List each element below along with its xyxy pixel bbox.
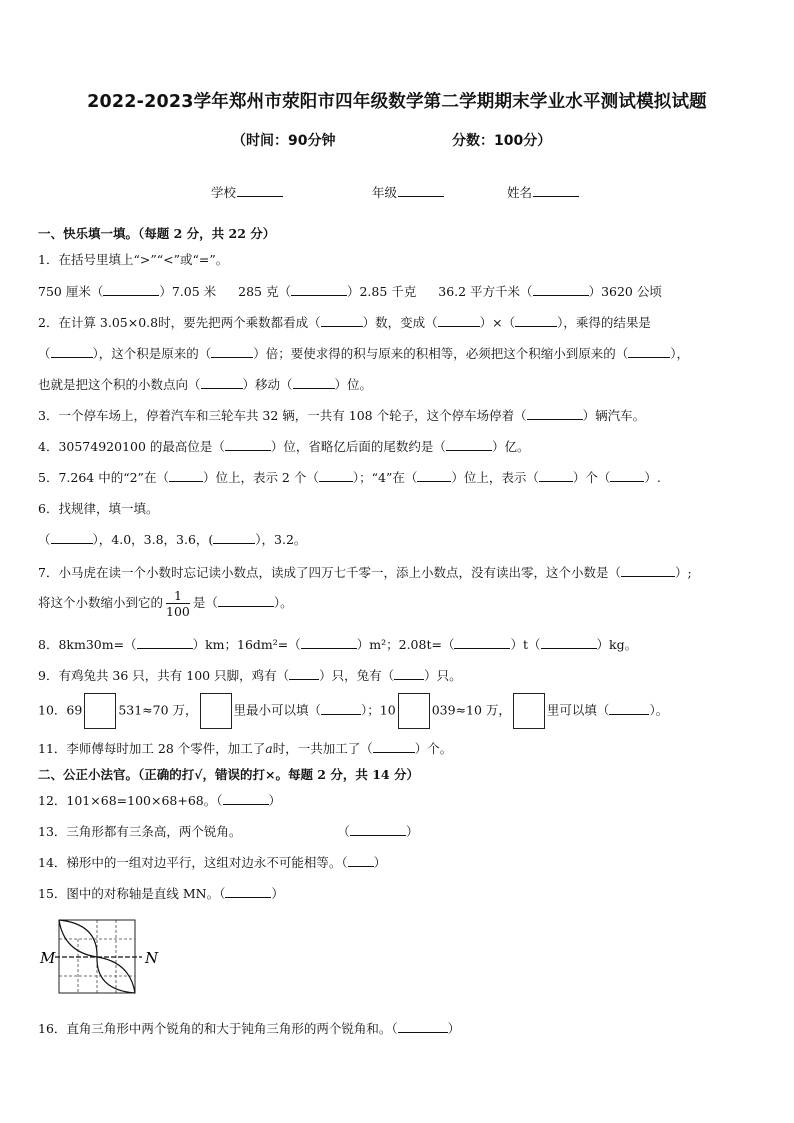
q2-line1 bbox=[38, 313, 651, 331]
q10-text: 531≈70 万， bbox=[118, 702, 198, 718]
answer-blank[interactable] bbox=[348, 854, 374, 867]
symmetry-figure bbox=[38, 912, 162, 1008]
q16-text: 16．直角三角形中两个锐角的和大于钝角三角形的两个锐角和。（ bbox=[38, 1021, 398, 1036]
answer-blank[interactable] bbox=[225, 885, 271, 898]
fraction-numerator: 1 bbox=[166, 588, 190, 604]
q11-text: 11．李师傅每时加工 28 个零件，加工了 bbox=[38, 741, 266, 756]
q4 bbox=[38, 437, 529, 455]
answer-blank[interactable] bbox=[394, 667, 424, 680]
q2-text: ）倍；要使求得的积与原来的积相等，必须把这个积缩小到原来的（ bbox=[253, 346, 629, 361]
digit-box[interactable] bbox=[84, 693, 116, 729]
q4-text: 4．30574920100 的最高位是（ bbox=[38, 439, 225, 454]
answer-blank[interactable] bbox=[137, 636, 193, 649]
answer-blank[interactable] bbox=[398, 1020, 448, 1033]
q10-text: ）；10 bbox=[361, 702, 396, 718]
answer-blank[interactable] bbox=[201, 376, 243, 389]
answer-blank[interactable] bbox=[51, 531, 93, 544]
q10-text: 039≈10 万， bbox=[431, 702, 511, 718]
q4-text: ）亿。 bbox=[491, 439, 530, 454]
q1-a-right: ）7.05 米 bbox=[159, 284, 217, 299]
answer-blank[interactable] bbox=[213, 531, 255, 544]
grade-label: 年级 bbox=[372, 185, 398, 200]
q11 bbox=[38, 739, 452, 757]
q12 bbox=[38, 791, 281, 809]
digit-box[interactable] bbox=[398, 693, 430, 729]
q10-text: 10．69 bbox=[38, 702, 83, 718]
answer-blank[interactable] bbox=[454, 636, 510, 649]
q2-text: （ bbox=[38, 346, 51, 361]
q6 bbox=[38, 530, 306, 548]
q9 bbox=[38, 666, 462, 684]
q2-text: ）位。 bbox=[334, 377, 373, 392]
answer-blank[interactable] bbox=[169, 469, 203, 482]
q8-text: ）km；16dm²=（ bbox=[192, 637, 301, 652]
q7-line2 bbox=[38, 588, 293, 619]
q7-text: ）; bbox=[674, 565, 692, 580]
answer-blank[interactable] bbox=[446, 438, 492, 451]
q1-b-right: ）2.85 千克 bbox=[346, 284, 417, 299]
q3-text: ）辆汽车。 bbox=[582, 408, 646, 423]
q1-stem: 1．在括号里填上“>”“<”或“=”。 bbox=[38, 252, 229, 267]
answer-blank[interactable] bbox=[319, 469, 353, 482]
answer-blank[interactable] bbox=[621, 564, 675, 577]
q12-text: ） bbox=[268, 793, 282, 808]
q15-text: ） bbox=[271, 886, 284, 901]
q2-text: ）， bbox=[670, 346, 690, 361]
q13-text: 13．三角形都有三条高，两个锐角。 bbox=[38, 824, 242, 839]
q10-text: 里可以填（ bbox=[546, 702, 610, 718]
q9-text: 9．有鸡兔共 36 只，共有 100 只脚，鸡有（ bbox=[38, 668, 290, 683]
answer-blank[interactable] bbox=[541, 636, 597, 649]
q2-text: ），这个积是原来的（ bbox=[92, 346, 212, 361]
time-label: （时间：90分钟 bbox=[232, 133, 336, 149]
answer-blank[interactable] bbox=[289, 667, 319, 680]
q8 bbox=[38, 635, 637, 653]
school-label: 学校 bbox=[211, 185, 237, 200]
q8-text: 8．8km30m=（ bbox=[38, 637, 137, 652]
q1-c-right: ）3620 公顷 bbox=[588, 284, 662, 299]
variable-a: a bbox=[265, 741, 273, 756]
q6-stem: 6．找规律，填一填。 bbox=[38, 501, 159, 516]
answer-blank[interactable] bbox=[609, 702, 649, 715]
q2-text: ）数，变成（ bbox=[362, 315, 438, 330]
answer-blank[interactable] bbox=[103, 283, 159, 296]
q6-text: ），4.0，3.8，3.6，( bbox=[92, 532, 214, 547]
q5-text: ）个（ bbox=[572, 470, 611, 485]
answer-blank[interactable] bbox=[417, 469, 451, 482]
q1-c-left: 36.2 平方千米（ bbox=[438, 284, 533, 299]
answer-blank[interactable] bbox=[350, 823, 406, 836]
q10-text: ）。 bbox=[649, 702, 669, 718]
q2-line2 bbox=[38, 344, 689, 362]
q11-text: 时，一共加工了（ bbox=[272, 741, 373, 756]
q9-text: ）只。 bbox=[424, 668, 462, 683]
q5-text: ）. bbox=[644, 470, 661, 485]
q2-text: 也就是把这个积的小数点向（ bbox=[38, 377, 201, 392]
answer-blank[interactable] bbox=[438, 314, 480, 327]
answer-blank[interactable] bbox=[610, 469, 644, 482]
answer-blank[interactable] bbox=[291, 283, 347, 296]
answer-blank[interactable] bbox=[321, 314, 363, 327]
q9-text: ）只，兔有（ bbox=[319, 668, 395, 683]
q8-text: ）kg。 bbox=[596, 637, 638, 652]
digit-box[interactable] bbox=[513, 693, 545, 729]
page-title: 2022-2023学年郑州市荥阳市四年级数学第二学期期末学业水平测试模拟试题 bbox=[87, 92, 707, 112]
q1-items bbox=[38, 282, 662, 300]
score-label: 分数：100分） bbox=[452, 133, 552, 149]
q15-text: 15．图中的对称轴是直线 MN。（ bbox=[38, 886, 226, 901]
school-blank[interactable] bbox=[237, 184, 283, 197]
q16-text: ） bbox=[447, 1021, 461, 1036]
q14-text: ） bbox=[373, 855, 387, 870]
q16 bbox=[38, 1019, 460, 1037]
q7-text: 7．小马虎在读一个小数时忘记读小数点，读成了四万七千零一，添上小数点，没有读出零，这个小数是（ bbox=[38, 565, 621, 580]
q2-text: ），乘得的结果是 bbox=[557, 315, 651, 330]
q7-text: 是（ bbox=[192, 595, 218, 610]
q5 bbox=[38, 468, 661, 486]
label-n: N bbox=[145, 949, 159, 967]
q7-line1 bbox=[38, 563, 692, 581]
grade-blank[interactable] bbox=[398, 184, 444, 197]
q6-text: ），3.2。 bbox=[255, 532, 307, 547]
q7-text: ）。 bbox=[273, 595, 293, 610]
q12-text: 12．101×68=100×68+68。（ bbox=[38, 793, 223, 808]
answer-blank[interactable] bbox=[373, 740, 415, 753]
name-label: 姓名 bbox=[507, 185, 533, 200]
answer-blank[interactable] bbox=[527, 407, 583, 420]
q13-text: ） bbox=[405, 824, 419, 839]
q2-text: ）×（ bbox=[479, 315, 516, 330]
answer-blank[interactable] bbox=[301, 636, 357, 649]
fraction-denominator: 100 bbox=[166, 604, 190, 619]
q11-text: ）个。 bbox=[414, 741, 453, 756]
answer-blank[interactable] bbox=[539, 469, 573, 482]
q5-text: ）；“4”在（ bbox=[352, 470, 418, 485]
grade-field bbox=[372, 183, 444, 201]
answer-blank[interactable] bbox=[533, 283, 589, 296]
school-field bbox=[211, 183, 283, 201]
q5-text: ）位上，表示 2 个（ bbox=[202, 470, 319, 485]
q5-text: 5．7.264 中的“2”在（ bbox=[38, 470, 169, 485]
q2-text: 2．在计算 3.05×0.8时，要先把两个乘数都看成（ bbox=[38, 315, 321, 330]
answer-blank[interactable] bbox=[225, 438, 271, 451]
q5-text: ）位上，表示（ bbox=[451, 470, 539, 485]
answer-blank[interactable] bbox=[628, 345, 670, 358]
q10-text: 里最小可以填（ bbox=[233, 702, 322, 718]
name-blank[interactable] bbox=[533, 184, 579, 197]
q4-text: ）位，省略亿后面的尾数约是（ bbox=[270, 439, 446, 454]
answer-blank[interactable] bbox=[515, 314, 557, 327]
fraction-one-hundredth bbox=[166, 588, 190, 619]
q3-text: 3．一个停车场上，停着汽车和三轮车共 32 辆，一共有 108 个轮子，这个停车场停着（ bbox=[38, 408, 527, 423]
answer-blank[interactable] bbox=[211, 345, 253, 358]
q2-text: ）移动（ bbox=[242, 377, 293, 392]
section1-heading: 一、快乐填一填。（每题 2 分，共 22 分） bbox=[38, 226, 276, 241]
q8-text: ）m²；2.08t=（ bbox=[356, 637, 455, 652]
q7-text: 将这个小数缩小到它的 bbox=[38, 595, 164, 610]
label-m: M bbox=[40, 949, 56, 967]
grid-figure-svg bbox=[38, 912, 162, 1008]
digit-box[interactable] bbox=[200, 693, 232, 729]
q14 bbox=[38, 853, 386, 871]
q6-text: （ bbox=[38, 532, 51, 547]
q3 bbox=[38, 406, 645, 424]
q10 bbox=[38, 693, 668, 729]
q13 bbox=[38, 822, 418, 840]
q14-text: 14．梯形中的一组对边平行，这组对边永不可能相等。（ bbox=[38, 855, 348, 870]
answer-blank[interactable] bbox=[223, 792, 269, 805]
q13-text: （ bbox=[337, 824, 350, 839]
answer-blank[interactable] bbox=[51, 345, 93, 358]
answer-blank[interactable] bbox=[321, 702, 361, 715]
q1-a-left: 750 厘米（ bbox=[38, 284, 104, 299]
answer-blank[interactable] bbox=[293, 376, 335, 389]
answer-blank[interactable] bbox=[218, 594, 274, 607]
section2-heading: 二、公正小法官。（正确的打√，错误的打×。每题 2 分，共 14 分） bbox=[38, 767, 419, 782]
q8-text: ）t（ bbox=[510, 637, 541, 652]
q15 bbox=[38, 884, 284, 902]
name-field bbox=[507, 183, 579, 201]
q1-b-left: 285 克（ bbox=[238, 284, 291, 299]
q2-line3 bbox=[38, 375, 372, 393]
